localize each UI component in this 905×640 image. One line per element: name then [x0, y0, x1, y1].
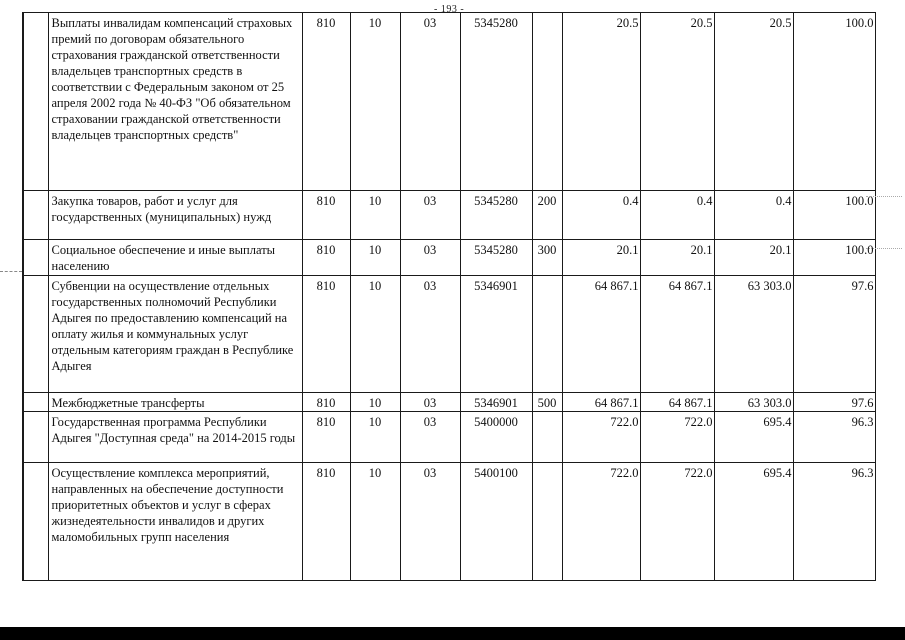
expense-type-code — [532, 463, 562, 581]
executed-amount: 20.1 — [714, 240, 793, 276]
scan-dotted-mark — [866, 248, 902, 250]
execution-percent: 96.3 — [793, 412, 875, 463]
refined-plan-amount: 20.5 — [640, 13, 714, 191]
plan-amount: 20.5 — [562, 13, 640, 191]
table-row — [23, 276, 875, 393]
plan-amount: 64 867.1 — [562, 393, 640, 412]
table-row — [23, 240, 875, 276]
subsection-code: 03 — [400, 463, 460, 581]
section-code: 10 — [350, 463, 400, 581]
subsection-code: 03 — [400, 393, 460, 412]
ministry-code: 810 — [302, 13, 350, 191]
refined-plan-amount: 20.1 — [640, 240, 714, 276]
scan-dotted-mark — [866, 196, 902, 198]
target-item-code: 5345280 — [460, 13, 532, 191]
row-name: Государственная программа Республики Адыгея "Доступная среда" на 2014-2015 годы — [48, 412, 302, 463]
execution-percent: 100.0 — [793, 13, 875, 191]
executed-amount: 0.4 — [714, 191, 793, 240]
subsection-code: 03 — [400, 240, 460, 276]
table-row — [23, 412, 875, 463]
row-gutter — [23, 276, 48, 393]
target-item-code: 5346901 — [460, 393, 532, 412]
expense-type-code: 300 — [532, 240, 562, 276]
refined-plan-amount: 0.4 — [640, 191, 714, 240]
plan-amount: 64 867.1 — [562, 276, 640, 393]
row-gutter — [23, 191, 48, 240]
refined-plan-amount: 64 867.1 — [640, 276, 714, 393]
execution-percent: 100.0 — [793, 240, 875, 276]
scan-bottom-border — [0, 627, 905, 640]
section-code: 10 — [350, 276, 400, 393]
row-name: Осуществление комплекса мероприятий, направленных на обеспечение доступности приоритетных объектов и услуг в сферах жизнедеятельности инвалидов и других маломобильных групп населения — [48, 463, 302, 581]
expense-type-code — [532, 276, 562, 393]
table-row — [23, 191, 875, 240]
ministry-code: 810 — [302, 191, 350, 240]
page-number: - 193 - — [434, 4, 465, 15]
table-body — [23, 13, 875, 581]
target-item-code: 5346901 — [460, 276, 532, 393]
table-row — [23, 13, 875, 191]
ministry-code: 810 — [302, 412, 350, 463]
row-name: Выплаты инвалидам компенсаций страховых премий по договорам обязательного страхования гражданской ответственности владельцев транспортных средств в соответствии с Федеральным законом от 25 апреля 2002 года № 40-ФЗ "Об обязательном страховании гражданской ответственности владельцев транспортных средств" — [48, 13, 302, 191]
subsection-code: 03 — [400, 276, 460, 393]
refined-plan-amount: 722.0 — [640, 412, 714, 463]
ministry-code: 810 — [302, 276, 350, 393]
subsection-code: 03 — [400, 13, 460, 191]
section-code: 10 — [350, 13, 400, 191]
refined-plan-amount: 64 867.1 — [640, 393, 714, 412]
expense-type-code: 200 — [532, 191, 562, 240]
target-item-code: 5400100 — [460, 463, 532, 581]
section-code: 10 — [350, 412, 400, 463]
scan-edge-mark — [0, 271, 22, 272]
row-gutter — [23, 463, 48, 581]
execution-percent: 96.3 — [793, 463, 875, 581]
subsection-code: 03 — [400, 412, 460, 463]
target-item-code: 5400000 — [460, 412, 532, 463]
ministry-code: 810 — [302, 240, 350, 276]
row-gutter — [23, 240, 48, 276]
executed-amount: 63 303.0 — [714, 393, 793, 412]
ministry-code: 810 — [302, 393, 350, 412]
plan-amount: 20.1 — [562, 240, 640, 276]
executed-amount: 20.5 — [714, 13, 793, 191]
plan-amount: 0.4 — [562, 191, 640, 240]
plan-amount: 722.0 — [562, 412, 640, 463]
row-gutter — [23, 13, 48, 191]
table-row — [23, 393, 875, 412]
row-name: Субвенции на осуществление отдельных государственных полномочий Республики Адыгея по предоставлению компенсаций на оплату жилья и коммунальных услуг отдельным категориям граждан в Республике Адыгея — [48, 276, 302, 393]
plan-amount: 722.0 — [562, 463, 640, 581]
target-item-code: 5345280 — [460, 191, 532, 240]
budget-table — [22, 12, 876, 581]
row-name: Межбюджетные трансферты — [48, 393, 302, 412]
section-code: 10 — [350, 240, 400, 276]
row-name: Закупка товаров, работ и услуг для государственных (муниципальных) нужд — [48, 191, 302, 240]
subsection-code: 03 — [400, 191, 460, 240]
executed-amount: 63 303.0 — [714, 276, 793, 393]
row-name: Социальное обеспечение и иные выплаты населению — [48, 240, 302, 276]
section-code: 10 — [350, 393, 400, 412]
expense-type-code — [532, 412, 562, 463]
row-gutter — [23, 393, 48, 412]
section-code: 10 — [350, 191, 400, 240]
table-row — [23, 463, 875, 581]
execution-percent: 97.6 — [793, 393, 875, 412]
expense-type-code: 500 — [532, 393, 562, 412]
executed-amount: 695.4 — [714, 463, 793, 581]
row-gutter — [23, 412, 48, 463]
expense-type-code — [532, 13, 562, 191]
execution-percent: 97.6 — [793, 276, 875, 393]
ministry-code: 810 — [302, 463, 350, 581]
target-item-code: 5345280 — [460, 240, 532, 276]
execution-percent: 100.0 — [793, 191, 875, 240]
refined-plan-amount: 722.0 — [640, 463, 714, 581]
executed-amount: 695.4 — [714, 412, 793, 463]
